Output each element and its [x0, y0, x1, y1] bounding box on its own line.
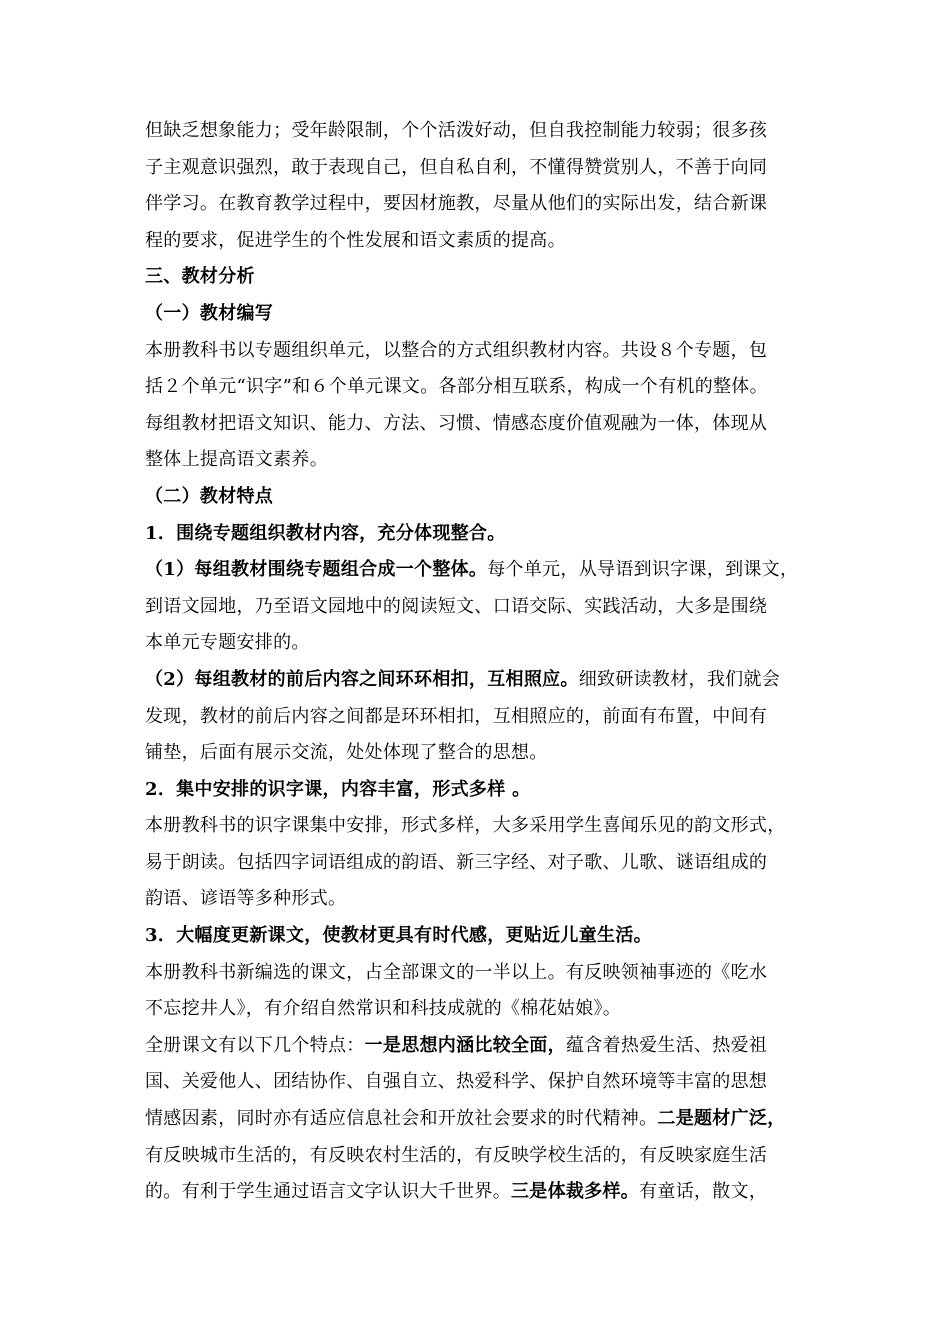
bold-lead: （2）每组教材的前后内容之间环环相扣，互相照应。 [145, 668, 579, 690]
point1b-paragraph [145, 662, 810, 772]
text-line: 整体上提高语文素养。 [145, 449, 328, 471]
text-run: 细致研读教材，我们就会 [578, 668, 781, 690]
bold-run: 二是题材广泛， [657, 1108, 786, 1130]
text-line: 易于朗读。包括四字词语组成的韵语、新三字经、对子歌、儿歌、谜语组成的 [145, 851, 768, 873]
text-line [145, 1028, 810, 1065]
subsection-heading: （一）教材编写 [145, 302, 274, 324]
text-line: 伴学习。在教育教学过程中，要因材施教，尽量从他们的实际出发，结合新课 [145, 193, 768, 215]
text-line [145, 552, 810, 589]
bold-lead: （1）每组教材围绕专题组合成一个整体。 [145, 559, 488, 581]
textbook-compilation-paragraph [145, 333, 810, 479]
text-line: 发现，教材的前后内容之间都是环环相扣，互相照应的，前面有布置，中间有 [145, 705, 768, 727]
text-run: 蕴含着热爱生活、热爱祖 [565, 1034, 768, 1056]
subsection-heading: （二）教材特点 [145, 485, 274, 507]
text-line: 但缺乏想象能力；受年龄限制，个个活泼好动，但自我控制能力较弱；很多孩 [145, 120, 768, 141]
point-heading: 2．集中安排的识字课，内容丰富，形式多样 。 [145, 778, 531, 800]
text-line: 韵语、谚语等多种形式。 [145, 888, 347, 910]
text-line: 有反映城市生活的，有反映农村生活的，有反映学校生活的，有反映家庭生活 [145, 1144, 768, 1166]
text-line: 本册教科书的识字课集中安排，形式多样，大多采用学生喜闻乐见的韵文形式， [145, 815, 786, 837]
text-run: 全册课文有以下几个特点： [145, 1034, 365, 1056]
literacy-paragraph [145, 808, 810, 918]
text-line: 子主观意识强烈，敢于表现自己，但自私自利，不懂得赞赏别人，不善于向同 [145, 156, 768, 178]
text-line: 到语文园地，乃至语文园地中的阅读短文、口语交际、实践活动，大多是围绕 [145, 595, 768, 617]
intro-paragraph [145, 113, 810, 259]
text-line: 本册教科书以专题组织单元，以整合的方式组织教材内容。共设８个专题，包 [145, 339, 768, 361]
text-line: 国、关爱他人、团结协作、自强自立、热爱科学、保护自然环境等丰富的思想 [145, 1071, 768, 1093]
new-texts-paragraph [145, 955, 810, 1028]
text-run: 有童话，散文， [639, 1181, 768, 1203]
text-line [145, 1101, 810, 1138]
text-line: 本册教科书新编选的课文，占全部课文的一半以上。有反映领袖事迹的《吃水 [145, 961, 768, 983]
section-heading: 三、教材分析 [145, 266, 255, 288]
text-line: 不忘挖井人》，有介绍自然常识和科技成就的《棉花姑娘》。 [145, 998, 622, 1020]
point-heading: 1．围绕专题组织教材内容，充分体现整合。 [145, 522, 506, 544]
text-line [145, 662, 810, 699]
text-run: 情感因素，同时亦有适应信息社会和开放社会要求的时代精神。 [145, 1108, 658, 1130]
text-line: 铺垫，后面有展示交流，处处体现了整合的思想。 [145, 742, 548, 764]
bold-run: 一是思想内涵比较全面， [364, 1034, 566, 1056]
bold-run: 三是体裁多样。 [511, 1181, 640, 1203]
document-page [145, 113, 810, 1211]
features-paragraph [145, 1028, 810, 1211]
point-heading: 3．大幅度更新课文，使教材更具有时代感，更贴近儿童生活。 [145, 925, 652, 947]
text-line: 程的要求，促进学生的个性发展和语文素质的提高。 [145, 229, 566, 251]
point1a-paragraph [145, 552, 810, 662]
text-line: 括２个单元“识字”和６个单元课文。各部分相互联系，构成一个有机的整体。 [145, 376, 768, 398]
text-line: 每组教材把语文知识、能力、方法、习惯、情感态度价值观融为一体，体现从 [145, 412, 768, 434]
text-line [145, 1174, 810, 1211]
text-run: 的。有利于学生通过语言文字认识大千世界。 [145, 1181, 511, 1203]
text-run: 每个单元，从导语到识字课，到课文， [487, 559, 799, 581]
text-line: 本单元专题安排的。 [145, 632, 310, 654]
